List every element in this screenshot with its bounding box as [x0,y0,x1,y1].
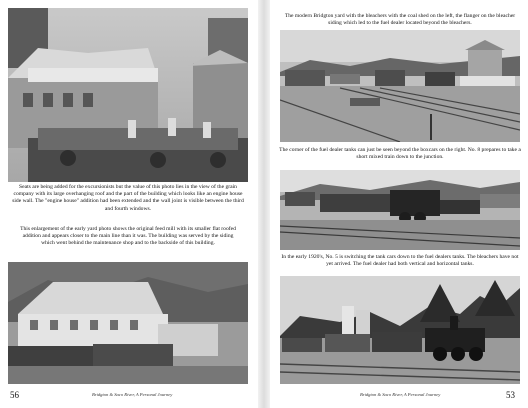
caption-feed-mill: This enlargement of the early yard photo shows the original feed mill with its smaller flat roofed addition and appears closer to the main line than it was. The building was served by the siding which went behind the maintenance shop and to the backside of this building. [20,226,236,247]
photo-no-8-mixed-train [280,170,520,250]
photo-grain-company [8,8,248,182]
left-page [0,0,258,408]
page-number-left: 56 [10,390,19,400]
photo-feed-mill [8,262,248,384]
footer-title-left: Bridgton & Saco River, A Personal Journey [92,392,173,397]
page-number-right: 53 [506,390,515,400]
gutter [258,0,270,408]
caption-grain-company: Seats are being added for the excursionists but the value of this photo lies in the view of the grain company with its large overhanging roof and the part of the building which looks like an engine house side wall. The "engine house" addition had been extended and the wall joint is visible between the third and fourth windows. [12,184,244,212]
caption-no-5-switching: In the early 1920's, No. 5 is switching the tank cars down to the fuel dealers tanks. The bleachers have not yet arrived. The fuel dealer had both vertical and horizontal tanks. [281,254,519,268]
right-page [270,0,528,408]
caption-fuel-dealer-tanks: The corner of the fuel dealer tanks can just be seen beyond the boxcars on the right. No. 8 prepares to take a short mixed train down to the junction. [279,147,521,161]
photo-no-5-tank-cars [280,276,520,384]
footer-title-right: Bridgton & Saco River, A Personal Journey [360,392,441,397]
caption-bridgton-yard: The modern Bridgton yard with the bleachers with the coal shed on the left, the flanger on the bleacher siding which led to the fuel dealer located beyond the bleachers. [284,13,516,27]
photo-bridgton-yard [280,30,520,142]
